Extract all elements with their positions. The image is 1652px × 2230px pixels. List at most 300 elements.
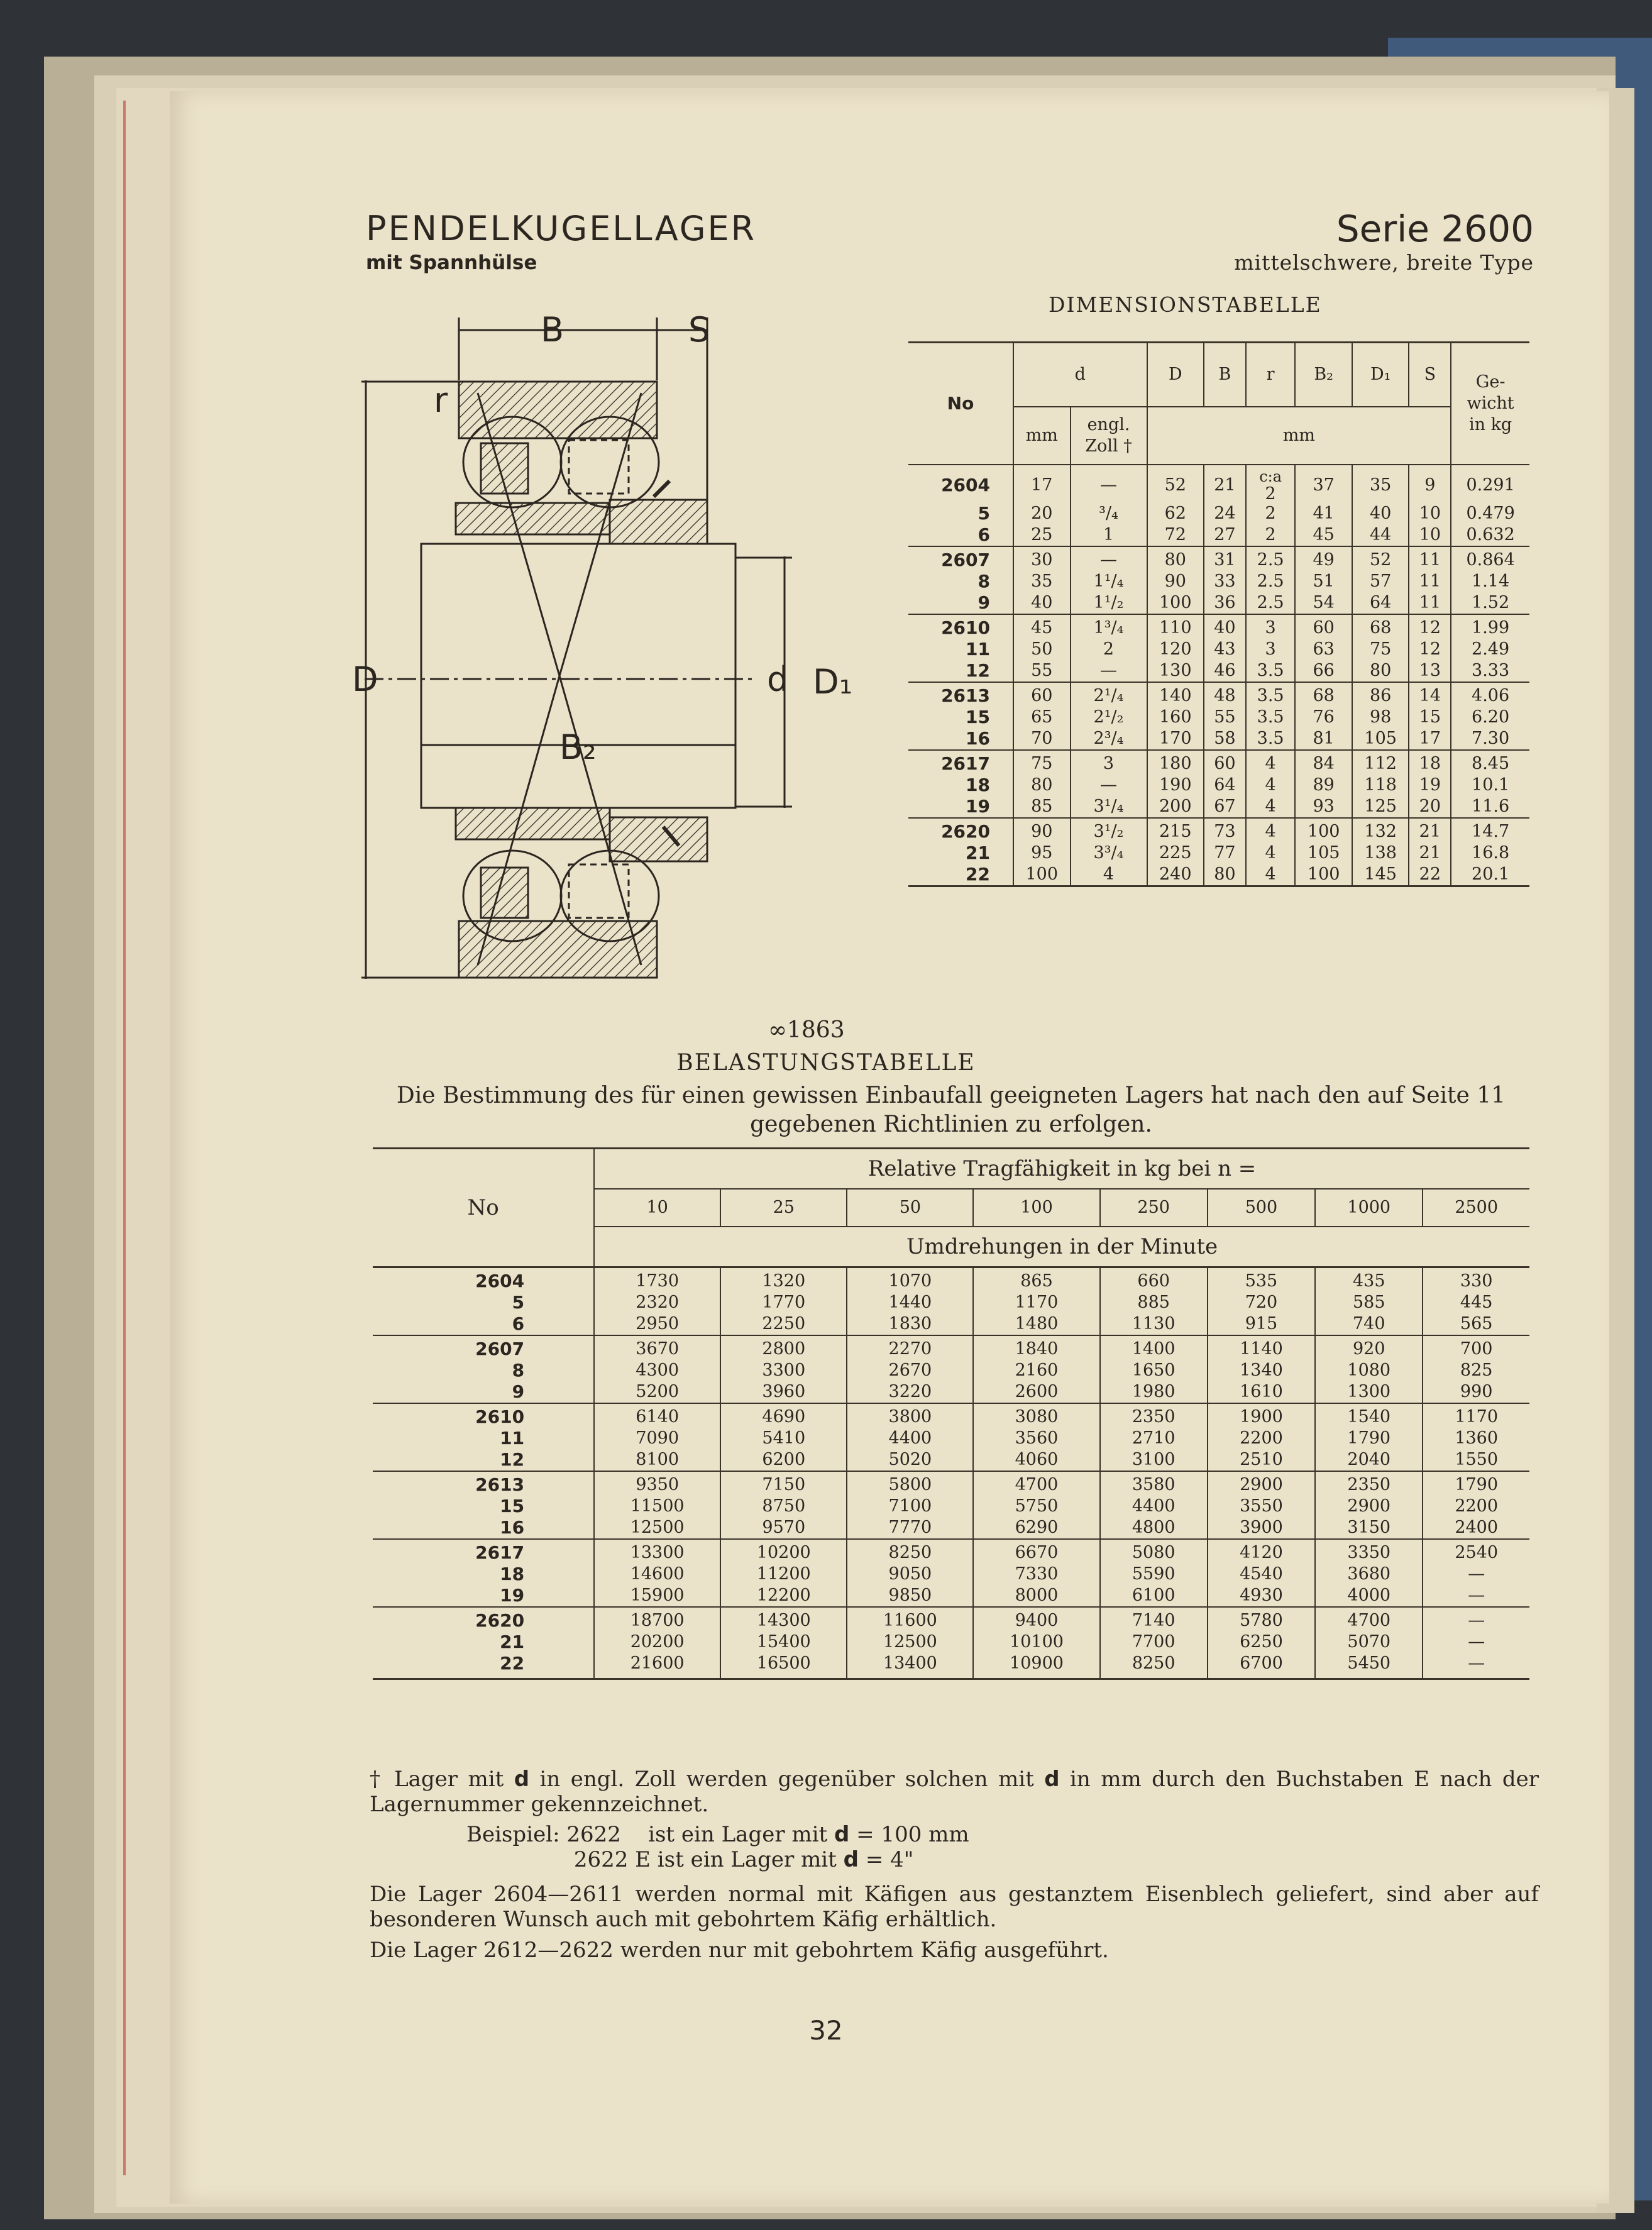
- speed-header: 250: [1100, 1189, 1208, 1227]
- load-cell: 15900: [594, 1585, 720, 1607]
- load-cell: 3080: [973, 1403, 1099, 1428]
- series-title: Serie 2600: [1336, 207, 1534, 250]
- dimension-cell: 75: [1352, 639, 1409, 660]
- load-cell: 4400: [847, 1428, 973, 1449]
- dimension-row: [908, 639, 1529, 660]
- footnote-note2: Die Lager 2612—2622 werden nur mit gebohrtem Käfig ausgeführt.: [370, 1938, 1109, 1963]
- dimension-cell: 180: [1147, 750, 1204, 775]
- load-cell: 1320: [720, 1267, 847, 1293]
- dimension-cell: 3: [1246, 614, 1296, 639]
- load-cell: 12500: [847, 1631, 973, 1653]
- dimension-cell: 68: [1295, 682, 1352, 707]
- dim-label-S: S: [688, 311, 710, 350]
- load-cell: 9400: [973, 1607, 1099, 1631]
- bearing-no: 5: [512, 1292, 525, 1313]
- dimension-cell: 4: [1246, 864, 1296, 886]
- load-cell: 1140: [1208, 1335, 1315, 1360]
- dimension-cell: 98: [1352, 707, 1409, 728]
- dimension-cell: 2: [1246, 503, 1296, 524]
- load-cell: 4400: [1100, 1496, 1208, 1517]
- dimension-cell: 84: [1295, 750, 1352, 775]
- load-cell: 8250: [1100, 1653, 1208, 1679]
- footnote-note1: Die Lager 2604—2611 werden normal mit Käfigen aus gestanztem Eisenblech geliefert, sind aber auf besonderen Wunsch auch mit gebohrtem Käfig erhältlich.: [370, 1882, 1539, 1932]
- load-cell: 7100: [847, 1496, 973, 1517]
- load-cell: 9570: [720, 1517, 847, 1539]
- dimension-cell: 2: [1071, 639, 1147, 660]
- dimension-cell: 120: [1147, 639, 1204, 660]
- load-row: [373, 1360, 1529, 1381]
- dimension-cell: 4: [1246, 796, 1296, 818]
- load-cell: 1080: [1315, 1360, 1423, 1381]
- load-row: [373, 1517, 1529, 1539]
- dimension-cell: 65: [1013, 707, 1071, 728]
- load-row: [373, 1585, 1529, 1607]
- load-row: [373, 1292, 1529, 1313]
- dimension-cell: —: [1071, 660, 1147, 682]
- load-cell: 1770: [720, 1292, 847, 1313]
- dimension-cell: 73: [1204, 818, 1246, 842]
- load-cell: 2710: [1100, 1428, 1208, 1449]
- load-cell: 865: [973, 1267, 1099, 1293]
- load-cell: 2800: [720, 1335, 847, 1360]
- dimension-cell: 1¹/₂: [1071, 592, 1147, 614]
- dimension-cell: 0.479: [1451, 503, 1529, 524]
- load-row: [373, 1449, 1529, 1471]
- load-cell: 5200: [594, 1381, 720, 1403]
- dimension-cell: 1.14: [1451, 571, 1529, 592]
- dimension-cell: 76: [1295, 707, 1352, 728]
- load-cell: 1830: [847, 1313, 973, 1335]
- dimension-cell: 190: [1147, 775, 1204, 796]
- dimension-cell: 20: [1013, 503, 1071, 524]
- dimension-cell: 3: [1071, 750, 1147, 775]
- load-cell: 1980: [1100, 1381, 1208, 1403]
- dimension-cell: 90: [1147, 571, 1204, 592]
- bearing-no: 11: [500, 1428, 525, 1449]
- load-cell: 7140: [1100, 1607, 1208, 1631]
- dimension-row: [908, 524, 1529, 546]
- dimension-cell: 21: [1204, 465, 1246, 503]
- dimension-cell: 48: [1204, 682, 1246, 707]
- load-cell: 720: [1208, 1292, 1315, 1313]
- load-cell: 535: [1208, 1267, 1315, 1293]
- dimension-cell: 4: [1246, 842, 1296, 864]
- load-cell: 825: [1423, 1360, 1529, 1381]
- bearing-no: 2604: [373, 1267, 594, 1293]
- load-row: [373, 1653, 1529, 1679]
- dimension-cell: 62: [1147, 503, 1204, 524]
- load-cell: 2200: [1423, 1496, 1529, 1517]
- load-cell: 14600: [594, 1564, 720, 1585]
- load-row: [373, 1381, 1529, 1403]
- dimension-cell: 40: [1352, 503, 1409, 524]
- load-cell: 1300: [1315, 1381, 1423, 1403]
- dim-label-d: d: [767, 660, 789, 699]
- dimension-cell: 140: [1147, 682, 1204, 707]
- dimension-cell: 11.6: [1451, 796, 1529, 818]
- dimension-cell: 21: [1409, 818, 1451, 842]
- dimension-cell: 64: [1204, 775, 1246, 796]
- dimension-cell: 50: [1013, 639, 1071, 660]
- dimension-cell: 19: [1409, 775, 1451, 796]
- dimension-cell: 2.5: [1246, 571, 1296, 592]
- load-cell: 4800: [1100, 1517, 1208, 1539]
- load-cell: 2510: [1208, 1449, 1315, 1471]
- dimension-cell: 27: [1204, 524, 1246, 546]
- dimension-cell: —: [1071, 775, 1147, 796]
- load-cell: 3580: [1100, 1471, 1208, 1496]
- dimension-cell: 70: [1013, 728, 1071, 750]
- dimension-cell: 112: [1352, 750, 1409, 775]
- bearing-no: 2620: [373, 1607, 594, 1631]
- dimension-cell: 45: [1013, 614, 1071, 639]
- dimension-cell: 20.1: [1451, 864, 1529, 886]
- load-cell: 1400: [1100, 1335, 1208, 1360]
- load-cell: 10100: [973, 1631, 1099, 1653]
- dimension-cell: 60: [1204, 750, 1246, 775]
- load-cell: 445: [1423, 1292, 1529, 1313]
- dimension-cell: 130: [1147, 660, 1204, 682]
- load-cell: 1480: [973, 1313, 1099, 1335]
- load-row: [373, 1403, 1529, 1428]
- load-cell: 700: [1423, 1335, 1529, 1360]
- dimension-cell: 8.45: [1451, 750, 1529, 775]
- load-cell: —: [1423, 1564, 1529, 1585]
- dimension-cell: 1.99: [1451, 614, 1529, 639]
- load-row: [373, 1564, 1529, 1585]
- dimension-cell: 17: [1409, 728, 1451, 750]
- dimension-cell: 52: [1147, 465, 1204, 503]
- load-cell: 2350: [1100, 1403, 1208, 1428]
- load-cell: 14300: [720, 1607, 847, 1631]
- load-cell: 6100: [1100, 1585, 1208, 1607]
- dimension-row: [908, 750, 1529, 775]
- load-cell: 2350: [1315, 1471, 1423, 1496]
- dimension-cell: 30: [1013, 546, 1071, 571]
- load-cell: 3350: [1315, 1539, 1423, 1564]
- dimension-cell: 40: [1013, 592, 1071, 614]
- col-S: S: [1409, 343, 1451, 407]
- load-cell: 5410: [720, 1428, 847, 1449]
- dimension-cell: 2¹/₂: [1071, 707, 1147, 728]
- dimension-cell: 90: [1013, 818, 1071, 842]
- load-cell: 2600: [973, 1381, 1099, 1403]
- dimension-cell: 75: [1013, 750, 1071, 775]
- speed-header: 100: [973, 1189, 1099, 1227]
- dimension-cell: 44: [1352, 524, 1409, 546]
- load-row: [373, 1471, 1529, 1496]
- dimension-cell: 105: [1295, 842, 1352, 864]
- load-cell: 8000: [973, 1585, 1099, 1607]
- dimension-cell: 225: [1147, 842, 1204, 864]
- load-cell: —: [1423, 1607, 1529, 1631]
- dimension-table-caption: DIMENSIONSTABELLE: [1049, 292, 1322, 317]
- dimension-cell: 4: [1246, 750, 1296, 775]
- load-cell: 1540: [1315, 1403, 1423, 1428]
- bearing-no: 2607: [373, 1335, 594, 1360]
- dimension-cell: 80: [1013, 775, 1071, 796]
- load-cell: 1840: [973, 1335, 1099, 1360]
- dimension-cell: 11: [1409, 571, 1451, 592]
- load-cell: 6700: [1208, 1653, 1315, 1679]
- dimension-cell: 45: [1295, 524, 1352, 546]
- dimension-cell: 55: [1204, 707, 1246, 728]
- dim-label-B: B: [541, 311, 564, 350]
- bearing-no: 2613: [908, 682, 1013, 707]
- load-cell: 920: [1315, 1335, 1423, 1360]
- load-cell: 4930: [1208, 1585, 1315, 1607]
- dimension-cell: 77: [1204, 842, 1246, 864]
- dimension-cell: 89: [1295, 775, 1352, 796]
- page-number: 32: [809, 2015, 843, 2046]
- load-cell: 5080: [1100, 1539, 1208, 1564]
- dimension-cell: 3.5: [1246, 682, 1296, 707]
- dimension-cell: 22: [1409, 864, 1451, 886]
- footnote-example: Beispiel: 2622 ist ein Lager mit d = 100 mm 2622 E ist ein Lager mit d = 4": [466, 1822, 969, 1872]
- dimension-cell: 138: [1352, 842, 1409, 864]
- load-cell: 1130: [1100, 1313, 1208, 1335]
- load-cell: 2900: [1208, 1471, 1315, 1496]
- load-cell: 585: [1315, 1292, 1423, 1313]
- dimension-cell: 12: [1409, 614, 1451, 639]
- col-B: B: [1204, 343, 1246, 407]
- dimension-cell: 13: [1409, 660, 1451, 682]
- bearing-no: 2607: [908, 546, 1013, 571]
- load-cell: 3560: [973, 1428, 1099, 1449]
- dimension-cell: 3¹/₄: [1071, 796, 1147, 818]
- page-subtitle: mit Spannhülse: [366, 251, 537, 274]
- bearing-no: 19: [966, 796, 990, 817]
- load-cell: 3900: [1208, 1517, 1315, 1539]
- dimension-cell: 10.1: [1451, 775, 1529, 796]
- series-subtitle: mittelschwere, breite Type: [1234, 250, 1534, 275]
- load-cell: 16500: [720, 1653, 847, 1679]
- dimension-cell: ³/₄: [1071, 503, 1147, 524]
- dimension-cell: 52: [1352, 546, 1409, 571]
- dimension-cell: 11: [1409, 546, 1451, 571]
- load-row: [373, 1496, 1529, 1517]
- col-B2: B₂: [1295, 343, 1352, 407]
- load-row: [373, 1631, 1529, 1653]
- dimension-cell: 0.291: [1451, 465, 1529, 503]
- load-row: [373, 1428, 1529, 1449]
- load-cell: 2540: [1423, 1539, 1529, 1564]
- load-table-intro: Die Bestimmung des für einen gewissen Einbaufall geeigneten Lagers hat nach den auf Seite 11 gegebenen Richtlinien zu erfolgen.: [396, 1083, 1506, 1137]
- dimension-cell: 51: [1295, 571, 1352, 592]
- load-cell: 3550: [1208, 1496, 1315, 1517]
- dimension-cell: c:a 2: [1246, 465, 1296, 503]
- load-cell: 1790: [1315, 1428, 1423, 1449]
- dimension-cell: 2.5: [1246, 546, 1296, 571]
- dimension-cell: 105: [1352, 728, 1409, 750]
- dimension-cell: 86: [1352, 682, 1409, 707]
- load-cell: 10200: [720, 1539, 847, 1564]
- load-cell: 1550: [1423, 1449, 1529, 1471]
- dimension-cell: 7.30: [1451, 728, 1529, 750]
- load-cell: 1170: [973, 1292, 1099, 1313]
- dimension-cell: 3.5: [1246, 728, 1296, 750]
- dimension-cell: 1.52: [1451, 592, 1529, 614]
- load-cell: 8250: [847, 1539, 973, 1564]
- load-table: [373, 1147, 1529, 1680]
- load-cell: 13400: [847, 1653, 973, 1679]
- speed-header: 500: [1208, 1189, 1315, 1227]
- dimension-row: [908, 592, 1529, 614]
- load-cell: 6140: [594, 1403, 720, 1428]
- dimension-cell: 145: [1352, 864, 1409, 886]
- load-cell: 915: [1208, 1313, 1315, 1335]
- dimension-cell: 4: [1071, 864, 1147, 886]
- dimension-cell: 9: [1409, 465, 1451, 503]
- dimension-cell: 16.8: [1451, 842, 1529, 864]
- dimension-cell: 58: [1204, 728, 1246, 750]
- load-cell: 565: [1423, 1313, 1529, 1335]
- col-D1: D₁: [1352, 343, 1409, 407]
- bearing-no: 21: [500, 1631, 525, 1652]
- bearing-no: 9: [977, 592, 990, 613]
- bearing-no: 2617: [373, 1539, 594, 1564]
- dimension-cell: 160: [1147, 707, 1204, 728]
- dimension-cell: 14: [1409, 682, 1451, 707]
- load-cell: 1900: [1208, 1403, 1315, 1428]
- dimension-cell: 24: [1204, 503, 1246, 524]
- load-cell: 7150: [720, 1471, 847, 1496]
- dimension-cell: 68: [1352, 614, 1409, 639]
- dim-label-D1: D₁: [813, 662, 853, 702]
- dimension-cell: 110: [1147, 614, 1204, 639]
- load-cell: 20200: [594, 1631, 720, 1653]
- dimension-cell: 12: [1409, 639, 1451, 660]
- dimension-cell: 100: [1147, 592, 1204, 614]
- bearing-no: 8: [512, 1360, 525, 1381]
- dimension-cell: 215: [1147, 818, 1204, 842]
- load-cell: 9850: [847, 1585, 973, 1607]
- load-cell: 1360: [1423, 1428, 1529, 1449]
- load-cell: 18700: [594, 1607, 720, 1631]
- dimension-table: [908, 341, 1529, 887]
- load-table-caption: BELASTUNGSTABELLE: [676, 1050, 976, 1076]
- dimension-row: [908, 503, 1529, 524]
- dimension-cell: 0.864: [1451, 546, 1529, 571]
- load-cell: 4000: [1315, 1585, 1423, 1607]
- dimension-cell: 14.7: [1451, 818, 1529, 842]
- bearing-no: 6: [977, 524, 990, 545]
- load-cell: 885: [1100, 1292, 1208, 1313]
- load-cell: 4300: [594, 1360, 720, 1381]
- dimension-cell: 37: [1295, 465, 1352, 503]
- load-cell: 2320: [594, 1292, 720, 1313]
- dimension-cell: 118: [1352, 775, 1409, 796]
- speed-header: 2500: [1423, 1189, 1529, 1227]
- bearing-no: 15: [966, 707, 990, 727]
- load-cell: 3680: [1315, 1564, 1423, 1585]
- dimension-cell: 1³/₄: [1071, 614, 1147, 639]
- load-cell: 6670: [973, 1539, 1099, 1564]
- load-cell: 2040: [1315, 1449, 1423, 1471]
- dimension-cell: 2.5: [1246, 592, 1296, 614]
- dimension-cell: 63: [1295, 639, 1352, 660]
- dimension-row: [908, 660, 1529, 682]
- dimension-cell: 3: [1246, 639, 1296, 660]
- load-cell: 9050: [847, 1564, 973, 1585]
- load-cell: 21600: [594, 1653, 720, 1679]
- speed-header: 10: [594, 1189, 720, 1227]
- load-cell: 3960: [720, 1381, 847, 1403]
- load-cell: 5070: [1315, 1631, 1423, 1653]
- dimension-cell: 85: [1013, 796, 1071, 818]
- dimension-cell: 49: [1295, 546, 1352, 571]
- dimension-cell: 64: [1352, 592, 1409, 614]
- bearing-no: 5: [977, 503, 990, 524]
- load-cell: 740: [1315, 1313, 1423, 1335]
- load-cell: 435: [1315, 1267, 1423, 1293]
- dimension-cell: 21: [1409, 842, 1451, 864]
- dimension-cell: 1¹/₄: [1071, 571, 1147, 592]
- load-cell: 11600: [847, 1607, 973, 1631]
- dimension-cell: 2.49: [1451, 639, 1529, 660]
- dimension-cell: 18: [1409, 750, 1451, 775]
- dimension-cell: 240: [1147, 864, 1204, 886]
- load-cell: 2950: [594, 1313, 720, 1335]
- dimension-cell: 15: [1409, 707, 1451, 728]
- dimension-row: [908, 842, 1529, 864]
- load-cell: 7330: [973, 1564, 1099, 1585]
- load-cell: 3220: [847, 1381, 973, 1403]
- load-cell: 15400: [720, 1631, 847, 1653]
- load-cell: 5780: [1208, 1607, 1315, 1631]
- dimension-row: [908, 796, 1529, 818]
- bearing-no: 2610: [908, 614, 1013, 639]
- dimension-cell: 2³/₄: [1071, 728, 1147, 750]
- dimension-row: [908, 546, 1529, 571]
- dimension-cell: 31: [1204, 546, 1246, 571]
- load-row: [373, 1313, 1529, 1335]
- dimension-cell: 4: [1246, 818, 1296, 842]
- load-cell: 660: [1100, 1267, 1208, 1293]
- dimension-cell: 35: [1013, 571, 1071, 592]
- load-cell: 1650: [1100, 1360, 1208, 1381]
- bearing-no: 16: [500, 1517, 525, 1538]
- dimension-cell: 67: [1204, 796, 1246, 818]
- load-cell: 3150: [1315, 1517, 1423, 1539]
- dimension-cell: 3¹/₂: [1071, 818, 1147, 842]
- load-cell: 2900: [1315, 1496, 1423, 1517]
- dimension-cell: 3³/₄: [1071, 842, 1147, 864]
- dimension-row: [908, 465, 1529, 503]
- load-cell: 6290: [973, 1517, 1099, 1539]
- dimension-cell: 41: [1295, 503, 1352, 524]
- load-cell: 5590: [1100, 1564, 1208, 1585]
- load-row: [373, 1607, 1529, 1631]
- dimension-cell: 55: [1013, 660, 1071, 682]
- dimension-row: [908, 864, 1529, 886]
- bearing-no: 22: [908, 864, 1013, 886]
- bearing-no: 18: [966, 775, 990, 795]
- dimension-cell: 72: [1147, 524, 1204, 546]
- dimension-cell: 3.5: [1246, 660, 1296, 682]
- bearing-no: 18: [500, 1564, 525, 1584]
- page-edge-line: [123, 101, 126, 2175]
- load-cell: 1340: [1208, 1360, 1315, 1381]
- load-cell: 1170: [1423, 1403, 1529, 1428]
- col-d-zoll: engl. Zoll †: [1071, 407, 1147, 465]
- print-imprint: ∞1863: [768, 1017, 845, 1043]
- load-cell: 330: [1423, 1267, 1529, 1293]
- dimension-cell: 36: [1204, 592, 1246, 614]
- bearing-no: 2613: [373, 1471, 594, 1496]
- dimension-cell: —: [1071, 546, 1147, 571]
- load-cell: 2250: [720, 1313, 847, 1335]
